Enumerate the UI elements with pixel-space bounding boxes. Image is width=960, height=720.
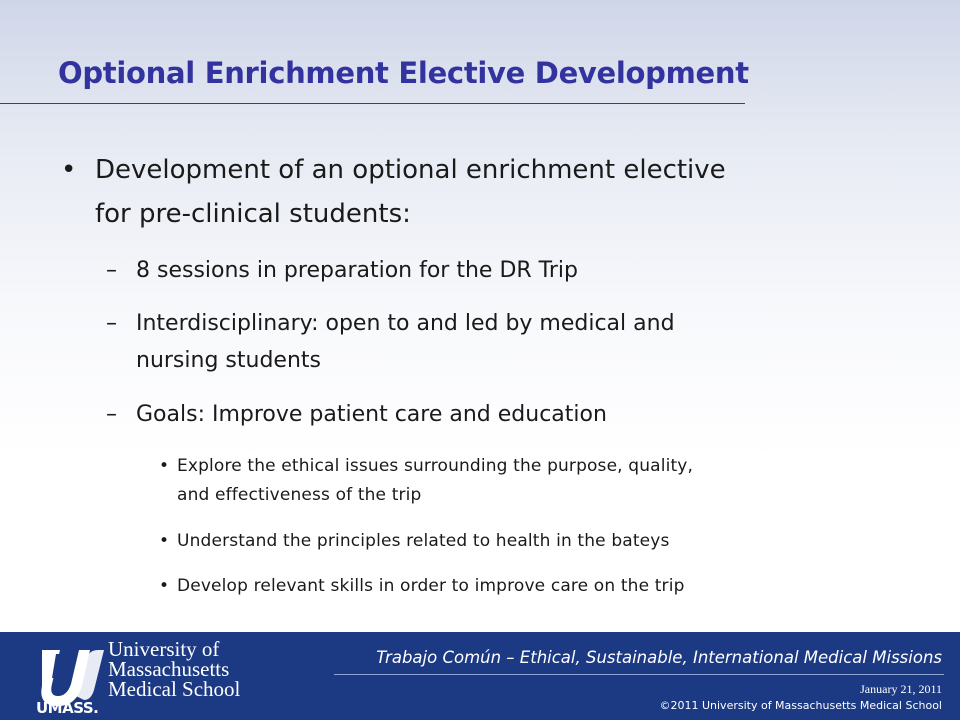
footer-bar [0,632,960,720]
footer-divider [334,674,944,675]
goal-item-ethics [159,452,897,510]
dot-marker: • [159,576,170,596]
goal-item-line-1: Understand the principles related to health in the bateys [177,531,670,551]
dash-marker: – [106,402,117,427]
title-divider [0,103,745,104]
dot-marker: • [159,456,170,476]
slide-title: Optional Enrichment Elective Development [58,56,749,90]
footer-title: Trabajo Común – Ethical, Sustainable, International Medical Missions [376,648,942,667]
sub-item-line-1: Goals: Improve patient care and education [136,402,607,427]
university-line-2: Massachusetts [108,657,230,681]
dash-marker: – [106,258,117,283]
sub-item-line-1: 8 sessions in preparation for the DR Trip [136,258,578,283]
footer-date: January 21, 2011 [860,682,942,696]
footer-copyright: ©2011 University of Massachusetts Medical School [659,699,942,712]
main-bullet [61,148,885,236]
university-line-3: Medical School [108,677,241,701]
sub-item-line-2: nursing students [136,348,321,373]
university-name [108,639,240,699]
main-bullet-line-2: for pre-clinical students: [95,199,411,229]
sub-item-goals [106,396,836,433]
sub-item-interdisciplinary [106,305,836,379]
main-bullet-line-1: Development of an optional enrichment elective [95,155,726,185]
goal-item-line-1: Develop relevant skills in order to improve care on the trip [177,576,685,596]
umass-wordmark: UMASS. [36,699,99,717]
dash-marker: – [106,311,117,336]
dot-marker: • [159,531,170,551]
goal-item-line-2: and effectiveness of the trip [177,485,422,505]
university-line-1: University of [108,637,220,661]
bullet-marker: • [61,155,77,185]
sub-item-sessions [106,252,836,289]
sub-item-line-1: Interdisciplinary: open to and led by medical and [136,311,675,336]
goal-item-principles [159,527,897,556]
goal-item-line-1: Explore the ethical issues surrounding the purpose, quality, [177,456,694,476]
goal-item-skills [159,572,897,601]
